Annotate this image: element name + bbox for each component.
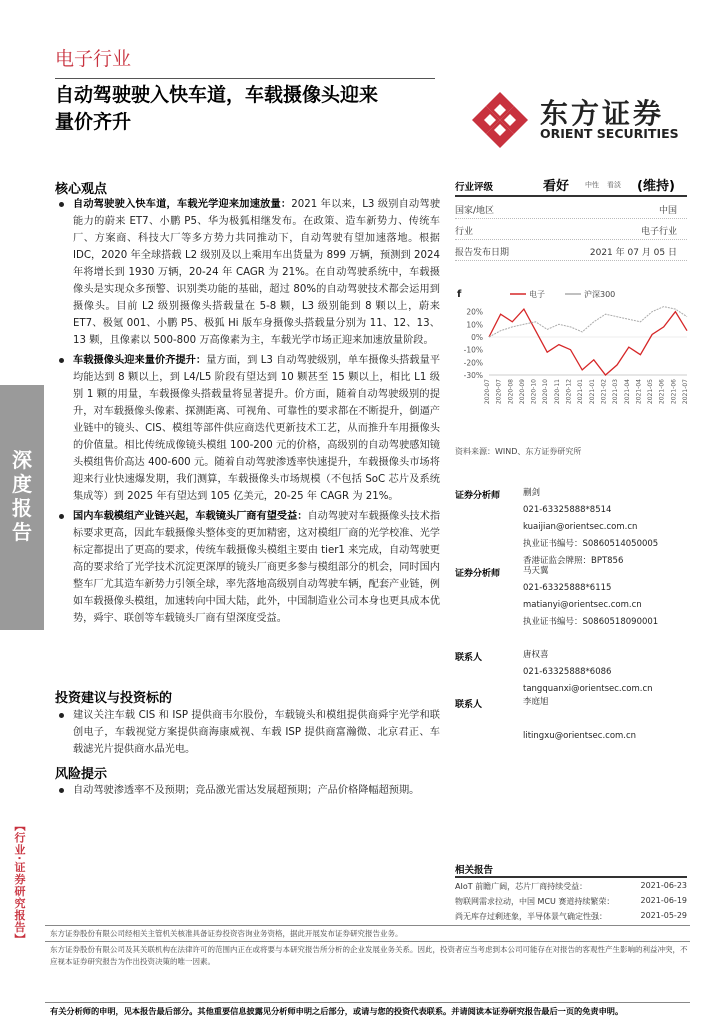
title-line-2: 量价齐升 <box>55 111 132 133</box>
invest-list <box>55 707 440 761</box>
related-report-1[interactable] <box>455 879 687 894</box>
related-report-date: 2021-05-29 <box>640 911 687 920</box>
contact-role: 联系人 <box>455 700 483 710</box>
industry-rating <box>455 175 687 197</box>
contact-name: 唐权喜 <box>523 650 549 660</box>
contact-phone: 021-63325888*6086 <box>523 667 612 677</box>
page-title <box>55 82 445 136</box>
contact-lines <box>523 650 653 701</box>
x-tick-label: 2021-03 <box>612 379 620 405</box>
analyst-email[interactable]: matianyi@orientsec.com.cn <box>523 600 642 610</box>
info-row-industry <box>455 219 687 240</box>
info-key: 行业 <box>455 227 474 237</box>
industry-label: 电子行业 <box>55 48 132 70</box>
chart-source: 资料来源：WIND、东方证券研究所 <box>455 447 582 456</box>
analyst-license: 执业证书编号：S0860514050005 <box>523 539 659 549</box>
invest-point-1: 建议关注车载 CIS 和 ISP 提供商韦尔股份，车载镜头和模组提供商舜宇光学和联创电子，车载视觉方案提供商海康威视、车载 ISP 提供商富瀚微、北京君正、车载滤光片提供商水晶光电。 <box>55 707 440 758</box>
rating-negative: 看淡 <box>607 181 621 189</box>
risk-point-1: 自动驾驶渗透率不及预期；竞品激光雷达发展超预期；产品价格降幅超预期。 <box>55 782 440 799</box>
section-core-heading: 核心观点 <box>55 182 108 197</box>
side-label <box>8 448 36 544</box>
analyst-role: 证券分析师 <box>455 491 501 501</box>
core-point-1-text: 2021 年以来，L3 级别自动驾驶能力的蔚来 ET7、小鹏 P5、华为极狐相继发布。在政策、造车新势力、传统车厂、方案商、科技大厂等多方势力共同推动下，自动驾驶有望加速落地。根据 IDC，2020 年全球搭载 L2 级别及以上乘用车出货量为 899 万辆，预测到 2024 年将增长到 1930 万辆，20-24 年 CAGR 为 21%。在自动驾驶系统中，车载摄像头是实现众多预警、识别类功能的基础，超过 80%的自动驾驶技术都会运用到摄像头。目前 L2 级别摄像头搭载量在 5-8 颗，L3 级别能到 8 颗以上，蔚来 ET7、极氪 001、小鹏 P5、极狐 Hi 版车身摄像头搭载量分别为 11、12、13、13 颗，且像素以 500-800 万高像素为主，车载光学市场正迎来加速放量阶段。 <box>73 199 441 346</box>
analyst-name: 马天翼 <box>523 566 549 576</box>
rating-label: 行业评级 <box>455 182 494 193</box>
side-char-3: 报 <box>12 496 32 520</box>
rating-keep: (维持) <box>637 179 675 194</box>
vertical-tag-text: 【行业·证券研究报告】 <box>13 820 26 946</box>
related-rule <box>455 876 687 878</box>
x-tick-label: 2020-12 <box>565 379 573 405</box>
core-point-1-lead: 自动驾驶驶入快车道，车载光学迎来加速放量： <box>73 199 292 210</box>
y-tick-label: -10% <box>463 345 483 355</box>
info-value: 2021 年 07 月 05 日 <box>589 248 677 258</box>
core-points-list <box>55 196 440 630</box>
analyst-email[interactable]: kuaijian@orientsec.com.cn <box>523 522 638 532</box>
related-report-title[interactable]: 尚无库存过剩迹象，半导体景气确定性强： <box>455 912 607 921</box>
analyst-block-1 <box>455 488 695 568</box>
core-point-1 <box>55 196 440 349</box>
info-key: 报告发布日期 <box>455 248 510 258</box>
performance-chart <box>455 285 695 440</box>
section-invest-heading: 投资建议与投资标的 <box>55 691 173 706</box>
contact-email[interactable]: litingxu@orientsec.com.cn <box>523 731 637 741</box>
legend-label: 电子 <box>529 290 545 299</box>
core-point-2-text: 量方面，到 L3 自动驾驶级别，单车摄像头搭载量平均能达到 8 颗以上，到 L4/L5 阶段有望达到 10 颗甚至 15 颗以上，相比 L1 级别 1 颗的用量，车载摄像头搭载量将显著提升。价方面，随着自动驾驶级别的提升，对车载摄像头像素、探测距离、可视角、可靠性的要求都在不断提升，倒逼产业链中的镜头、CIS、模组等部件供应商迭代更新技术工艺，从而推升车用摄像头的价值量。相比传统成像镜头模组 100-200 元的价格，高级别的自动驾驶感知镜头模组售价高达 400-600 元。随着自动驾驶渗透率快速提升，车载摄像头市场将迎来行业快速爆发期，我们测算，车载摄像头市场规模（不包括 SoC 芯片及系统集成等）到 2025 年有望达到 105 亿美元，20-25 年 CAGR 为 21%。 <box>73 355 441 502</box>
x-tick-label: 2021-07 <box>682 379 689 405</box>
analyst-lines <box>523 488 658 573</box>
analyst-phone: 021-63325888*8514 <box>523 505 612 515</box>
footer-rule <box>45 925 690 926</box>
x-tick-label: 2021-01 <box>577 379 585 405</box>
related-report-2[interactable] <box>455 894 687 909</box>
footer-qualification: 东方证券股份有限公司经相关主管机关核准具备证券投资咨询业务资格，据此开展发布证券研究报告业务。 <box>50 929 403 938</box>
footer-rule-3 <box>45 1002 690 1003</box>
x-tick-label: 2021-06 <box>658 379 666 405</box>
y-tick-label: 20% <box>466 307 483 317</box>
orient-securities-logo <box>470 90 690 150</box>
analyst-lines <box>523 566 658 634</box>
analyst-name: 蒯剑 <box>523 488 541 498</box>
analyst-license: 执业证书编号：S0860518090001 <box>523 617 659 627</box>
contact-email[interactable]: tangquanxi@orientsec.com.cn <box>523 684 653 694</box>
series-line-electronics <box>489 309 687 375</box>
analyst-role: 证券分析师 <box>455 569 501 579</box>
footer-statement: 有关分析师的申明，见本报告最后部分。其他重要信息披露见分析师申明之后部分，或请与您的投资代表联系。并请阅读本证券研究报告最后一页的免责申明。 <box>50 1006 624 1016</box>
chart-svg <box>455 285 695 440</box>
x-tick-label: 2020-07 <box>484 379 491 405</box>
legend-label: 沪深300 <box>584 290 616 299</box>
side-char-2: 度 <box>12 472 32 496</box>
related-report-date: 2021-06-19 <box>640 896 687 905</box>
logo-mark-icon <box>470 90 530 150</box>
risk-list <box>55 782 440 802</box>
logo-english-name: ORIENT SECURITIES <box>540 126 679 141</box>
x-tick-label: 2020-07 <box>495 379 503 405</box>
core-point-2-lead: 车载摄像头迎来量价齐提升： <box>73 355 207 366</box>
x-tick-label: 2020-10 <box>530 379 538 405</box>
x-tick-label: 2020-09 <box>518 379 526 405</box>
x-tick-label: 2021-04 <box>623 379 631 405</box>
contact-role: 联系人 <box>455 653 483 663</box>
contact-lines <box>523 697 636 748</box>
x-tick-label: 2020-11 <box>553 379 561 405</box>
contact-name: 李庭旭 <box>523 697 549 707</box>
logo-chinese-name: 东方证券 <box>540 97 665 130</box>
y-tick-label: -20% <box>463 358 483 368</box>
footer-disclaimer: 东方证券股份有限公司及其关联机构在法律许可的范围内正在或将要与本研究报告所分析的企业发展业务关系。因此，投资者应当考虑到本公司可能存在对报告的客观性产生影响的利益冲突，不应视本证券研究报告为作出投资决策的唯一因素。 <box>50 945 688 966</box>
title-line-1: 自动驾驶驶入快车道，车载摄像头迎来 <box>55 84 379 106</box>
x-tick-label: 2021-05 <box>647 379 655 405</box>
analyst-phone: 021-63325888*6115 <box>523 583 612 593</box>
analyst-hk-license: 香港证监会牌照：BPT856 <box>523 556 624 566</box>
info-value: 中国 <box>658 206 677 216</box>
core-point-3-text: 自动驾驶对车载摄像头技术指标要求更高，因此车载摄像头整体变的更加精密，这对模组厂商的光学校准、光学标定都提出了更高的要求，传统车载摄像头模组主要由 tier1 来完成，自动驾驶更高的要求给了光学技术沉淀更深厚的镜头厂商更多参与模组部分的机会，同时国内整车厂尤其造车新势力引领全球，率先落地高级别自动驾驶车辆，配套产业链，例如车载摄像头模组，加速转向中国大陆，此外，中国制造业公司本身也更具成本优势，舜宇、联创等车载镜头厂商有望深度受益。 <box>73 511 441 624</box>
core-point-2 <box>55 352 440 505</box>
title-rule <box>55 78 435 79</box>
core-point-3 <box>55 508 440 627</box>
footer-rule-2 <box>45 941 690 942</box>
related-report-title[interactable]: AIoT 前瞻广阔，芯片厂商持续受益： <box>455 882 588 891</box>
rating-neutral: 中性 <box>585 181 599 189</box>
analyst-block-2 <box>455 566 695 636</box>
related-report-title[interactable]: 物联网需求拉动，中国 MCU 赛道持续繁荣： <box>455 897 615 906</box>
info-row-region <box>455 198 687 219</box>
x-tick-label: 2021-01 <box>588 379 596 405</box>
info-key: 国家/地区 <box>455 206 495 216</box>
related-reports-heading: 相关报告 <box>455 865 494 876</box>
info-value: 电子行业 <box>640 227 677 237</box>
x-tick-label: 2020-08 <box>507 379 515 405</box>
series-line-hs300 <box>489 307 687 337</box>
y-tick-label: -30% <box>463 371 483 380</box>
contact-block-1 <box>455 650 695 702</box>
contact-blank <box>523 714 636 731</box>
section-risk-heading: 风险提示 <box>55 767 108 782</box>
y-tick-label: 10% <box>466 320 483 330</box>
x-tick-label: 2020-10 <box>542 379 550 405</box>
legend-prefix: f <box>457 289 462 300</box>
side-vertical-tag <box>0 820 38 990</box>
side-char-4: 告 <box>12 520 32 544</box>
x-tick-label: 2021-06 <box>670 379 678 405</box>
info-row-date <box>455 240 687 261</box>
related-report-3[interactable] <box>455 909 687 924</box>
core-point-3-lead: 国内车载模组产业链兴起，车载镜头厂商有望受益： <box>73 511 308 522</box>
y-tick-label: 0% <box>471 333 483 342</box>
x-tick-label: 2021-04 <box>635 379 643 405</box>
x-tick-label: 2021-02 <box>600 379 608 405</box>
contact-block-2 <box>455 697 695 749</box>
related-report-date: 2021-06-23 <box>640 881 687 890</box>
side-char-1: 深 <box>12 448 32 472</box>
rating-value: 看好 <box>543 179 570 194</box>
